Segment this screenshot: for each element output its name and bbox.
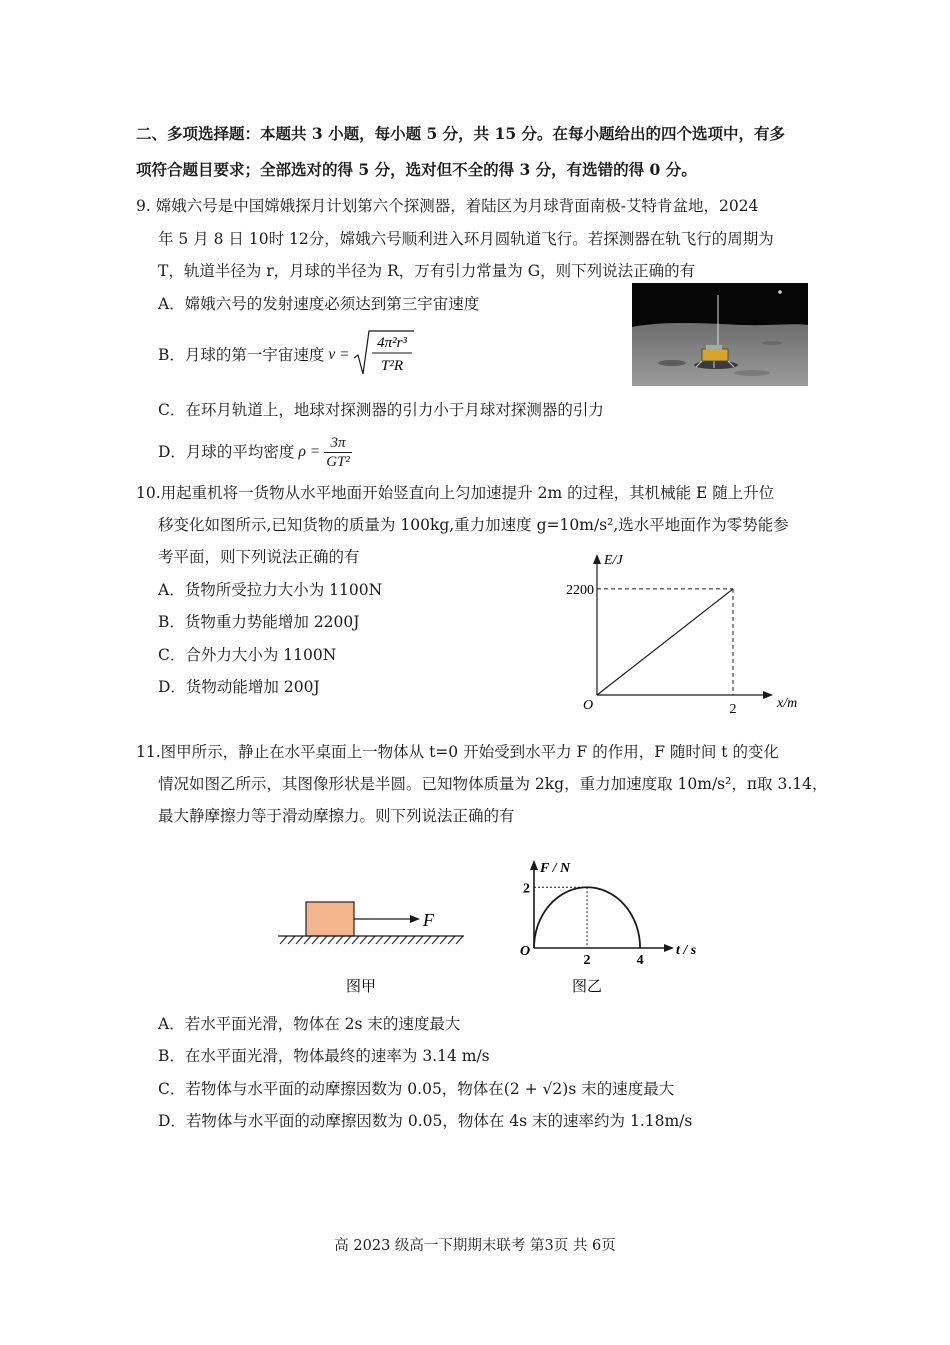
q9-option-d-label: D．月球的平均密度 bbox=[158, 443, 295, 461]
section-heading-line2: 项符合题目要求；全部选对的得 5 分，选对但不全的得 3 分，有选错的得 0 分。 bbox=[136, 160, 697, 179]
q11-stem-line2: 情况如图乙所示，其图像形状是半圆。已知物体质量为 2kg，重力加速度取 10m/s²，π取 3.14， bbox=[158, 775, 828, 793]
force-label: F bbox=[423, 910, 434, 930]
section-heading-line1: 二、多项选择题：本题共 3 小题，每小题 5 分，共 15 分。在每小题给出的四个选项中，有多 bbox=[136, 124, 786, 143]
force-chart-xlabel: t / s bbox=[676, 943, 697, 958]
energy-chart-xlabel: x/m bbox=[777, 696, 798, 711]
q11-option-d: D．若物体与水平面的动摩擦因数为 0.05，物体在 4s 末的速率约为 1.18m/s bbox=[158, 1112, 693, 1130]
figure-a-block-diagram bbox=[270, 890, 470, 1000]
hatch-mark bbox=[440, 936, 447, 944]
q9-option-b-numerator: 4π²r³ bbox=[376, 334, 407, 351]
force-chart-xtick-label-4: 4 bbox=[636, 953, 644, 968]
q9-option-b-denominator: T²R bbox=[380, 357, 403, 374]
energy-chart-ylabel: E/J bbox=[604, 553, 623, 568]
energy-chart-x-arrow bbox=[763, 691, 773, 699]
q9-option-d-var: ρ = bbox=[298, 443, 321, 460]
hatch-mark bbox=[432, 936, 439, 944]
energy-chart-xtick-label: 2 bbox=[729, 702, 737, 717]
hatch-mark bbox=[448, 936, 455, 944]
hatch-mark bbox=[312, 936, 319, 944]
energy-chart-y-arrow bbox=[593, 554, 601, 564]
hatch-mark bbox=[368, 936, 375, 944]
force-time-chart bbox=[510, 848, 720, 1000]
q10-stem-line2: 移变化如图所示,已知货物的质量为 100kg,重力加速度 g=10m/s²,选水平地面作为零势能参 bbox=[158, 516, 789, 534]
surface-hatching bbox=[280, 936, 463, 944]
hatch-mark bbox=[384, 936, 391, 944]
q11-stem-line1: 11.图甲所示，静止在水平桌面上一物体从 t=0 开始受到水平力 F 的作用，F 随时间 t 的变化 bbox=[136, 743, 779, 761]
hatch-mark bbox=[352, 936, 359, 944]
force-chart-x-arrow bbox=[664, 944, 674, 952]
hatch-mark bbox=[328, 936, 335, 944]
force-chart-xtick-label-2: 2 bbox=[583, 953, 591, 968]
force-chart-ylabel: F / N bbox=[540, 861, 571, 876]
q9-option-d-numerator: 3π bbox=[324, 434, 352, 453]
figure-a-caption: 图甲 bbox=[346, 979, 377, 995]
change6-lander-photo bbox=[632, 283, 808, 386]
hatch-mark bbox=[280, 936, 287, 944]
hatch-mark bbox=[288, 936, 295, 944]
force-arrow-head bbox=[410, 915, 420, 923]
q10-stem-line3: 考平面，则下列说法正确的有 bbox=[158, 548, 360, 566]
hatch-mark bbox=[320, 936, 327, 944]
block bbox=[306, 902, 354, 936]
hatch-mark bbox=[296, 936, 303, 944]
hatch-mark bbox=[408, 936, 415, 944]
q9-stem-line2: 年 5 月 8 日 10时 12分，嫦娥六号顺利进入环月圆轨道飞行。若探测器在轨飞行的周期为 bbox=[158, 230, 774, 248]
q11-option-c: C．若物体与水平面的动摩擦因数为 0.05，物体在(2 + √2)s 末的速度最大 bbox=[158, 1080, 675, 1098]
q9-option-b bbox=[158, 330, 416, 380]
energy-displacement-chart bbox=[555, 540, 815, 720]
hatch-mark bbox=[360, 936, 367, 944]
hatch-mark bbox=[456, 936, 463, 944]
q9-stem-line3: T，轨道半径为 r，月球的半径为 R，万有引力常量为 G，则下列说法正确的有 bbox=[158, 262, 696, 280]
energy-chart-series-line bbox=[597, 589, 733, 695]
hatch-mark bbox=[392, 936, 399, 944]
q10-option-b: B．货物重力势能增加 2200J bbox=[158, 613, 360, 631]
hatch-mark bbox=[416, 936, 423, 944]
figure-b-caption: 图乙 bbox=[572, 979, 603, 995]
q10-option-d: D．货物动能增加 200J bbox=[158, 678, 320, 696]
q9-option-b-label: B．月球的第一宇宙速度 bbox=[158, 346, 325, 364]
force-chart-ytick-label: 2 bbox=[523, 881, 530, 897]
energy-chart-ytick-label: 2200 bbox=[566, 582, 594, 598]
force-chart-origin-label: O bbox=[520, 944, 531, 959]
q9-option-b-sqrt bbox=[352, 328, 416, 383]
q9-option-b-var: v = bbox=[328, 346, 350, 363]
hatch-mark bbox=[376, 936, 383, 944]
q9-option-c: C．在环月轨道上，地球对探测器的引力小于月球对探测器的引力 bbox=[158, 401, 604, 419]
q9-option-d-fraction bbox=[324, 434, 352, 471]
hatch-mark bbox=[336, 936, 343, 944]
hatch-mark bbox=[400, 936, 407, 944]
q11-stem-line3: 最大静摩擦力等于滑动摩擦力。则下列说法正确的有 bbox=[158, 807, 515, 825]
hatch-mark bbox=[344, 936, 351, 944]
q9-option-d-denominator: GT² bbox=[326, 453, 350, 470]
q10-stem-line1: 10.用起重机将一货物从水平地面开始竖直向上匀加速提升 2m 的过程，其机械能 E 随上升位 bbox=[136, 484, 775, 502]
hatch-mark bbox=[424, 936, 431, 944]
q9-option-a: A．嫦娥六号的发射速度必须达到第三宇宙速度 bbox=[158, 295, 480, 313]
page-footer: 高 2023 级高一下期期末联考 第3页 共 6页 bbox=[334, 1238, 616, 1254]
hatch-mark bbox=[304, 936, 311, 944]
q10-option-c: C．合外力大小为 1100N bbox=[158, 646, 337, 664]
q10-option-a: A．货物所受拉力大小为 1100N bbox=[158, 581, 383, 599]
q11-option-a: A．若水平面光滑，物体在 2s 末的速度最大 bbox=[158, 1015, 461, 1033]
q11-option-b: B．在水平面光滑，物体最终的速率为 3.14 m/s bbox=[158, 1047, 490, 1065]
q9-option-d bbox=[158, 430, 352, 474]
energy-chart-origin-label: O bbox=[583, 698, 594, 713]
force-chart-y-arrow bbox=[530, 860, 538, 870]
q9-stem-line1: 9. 嫦娥六号是中国嫦娥探月计划第六个探测器，着陆区为月球背面南极-艾特肯盆地，2024 bbox=[136, 197, 759, 215]
